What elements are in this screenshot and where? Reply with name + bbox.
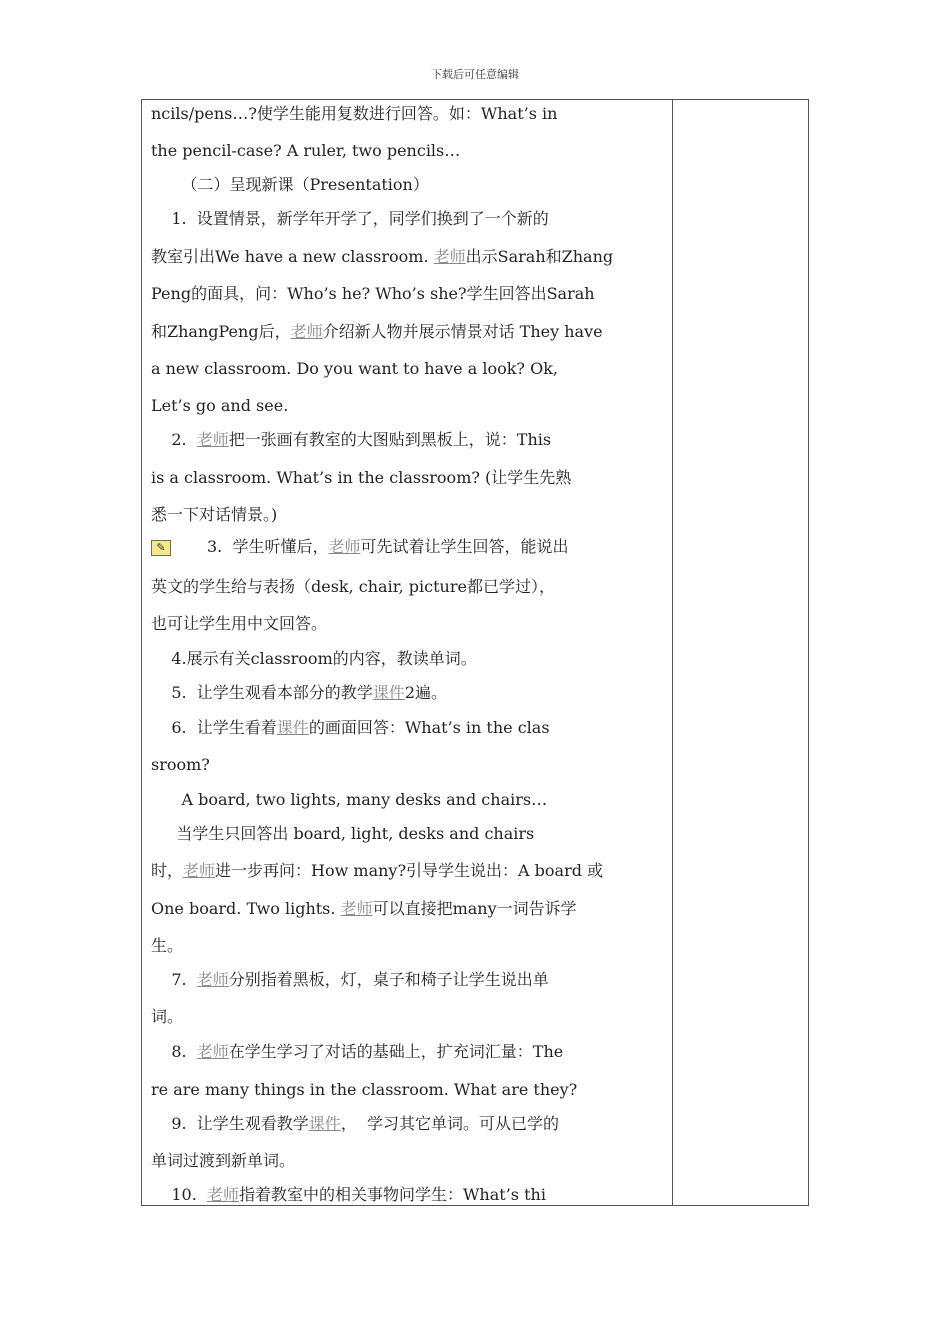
text-segment: 3. 学生听懂后， (207, 537, 329, 556)
text-segment: 可以直接把many一词告诉学 (372, 899, 577, 918)
text-line (151, 1007, 183, 1027)
text-segment: 生。 (151, 936, 184, 955)
text-segment: 当学生只回答出 board, light, desks and chairs (151, 824, 535, 843)
text-segment: 单词过渡到新单词。 (151, 1151, 296, 1170)
text-line (151, 359, 558, 379)
text-segment: 介绍新人物并展示情景对话 They have (322, 322, 603, 341)
text-line (151, 614, 327, 634)
table-column-divider (672, 100, 673, 1205)
underlined-term: 老师 (433, 247, 466, 266)
text-segment: a new classroom. Do you want to have a look? Ok, (151, 359, 558, 378)
text-line (151, 790, 547, 810)
text-line (151, 104, 557, 124)
text-segment: 9. 让学生观看教学 (151, 1114, 309, 1133)
text-segment: 5. 让学生观看本部分的教学 (151, 683, 373, 702)
lesson-table (141, 99, 809, 1206)
text-line (151, 505, 277, 525)
text-segment: 7. (151, 970, 197, 989)
underlined-term: 老师 (183, 861, 216, 880)
text-segment: 2. (151, 430, 197, 449)
underlined-term: 老师 (340, 899, 373, 918)
text-segment: One board. Two lights. (151, 899, 341, 918)
text-line (151, 247, 613, 267)
text-segment: A board, two lights, many desks and chairs… (151, 790, 548, 809)
underlined-term: 课件 (372, 683, 405, 702)
text-line (151, 824, 534, 844)
text-segment: 在学生学习了对话的基础上，扩充词汇量：The (228, 1042, 564, 1061)
underlined-term: 老师 (328, 537, 361, 556)
text-segment: 出示Sarah和Zhang (465, 247, 614, 266)
text-segment: Peng的面具，问：Who’s he? Who’s she?学生回答出Sarah (151, 284, 595, 303)
underlined-term: 课件 (308, 1114, 341, 1133)
text-line (151, 1151, 295, 1171)
text-line (151, 284, 595, 304)
text-line (151, 683, 447, 703)
text-line (151, 396, 288, 416)
text-line (151, 141, 460, 161)
text-segment: 进一步再问：How many?引导学生说出：A board 或 (215, 861, 604, 880)
underlined-term: 老师 (196, 430, 229, 449)
text-line (151, 468, 571, 488)
text-segment: （二）呈现新课（Presentation） (151, 175, 429, 194)
text-segment: is a classroom. What’s in the classroom? (让学生先熟 (151, 468, 572, 487)
text-segment: 把一张画有教室的大图贴到黑板上，说：This (228, 430, 552, 449)
text-segment: 4.展示有关classroom的内容，教读单词。 (151, 649, 477, 668)
text-segment: 英文的学生给与表扬（desk, chair, picture都已学过）， (151, 577, 555, 596)
underlined-term: 老师 (196, 1042, 229, 1061)
text-line (151, 899, 577, 919)
text-segment: ， 学习其它单词。可从已学的 (340, 1114, 559, 1133)
text-segment: 6. 让学生看着 (151, 718, 277, 737)
text-segment: 1. 设置情景，新学年开学了，同学们换到了一个新的 (151, 209, 549, 228)
text-segment: the pencil-case? A ruler, two pencils… (151, 141, 461, 160)
text-segment: 时， (151, 861, 184, 880)
text-segment: 悉一下对话情景。) (151, 505, 278, 524)
text-line (151, 1042, 563, 1062)
text-line (151, 209, 549, 229)
text-segment: 的画面回答：What’s in the clas (308, 718, 550, 737)
underlined-term: 老师 (290, 322, 323, 341)
page-header: 下载后可任意编辑 (431, 68, 519, 81)
text-line (151, 718, 550, 738)
text-line (151, 322, 603, 342)
text-segment: 8. (151, 1042, 197, 1061)
text-line (151, 861, 603, 881)
comment-note-icon: ✎ (151, 540, 171, 556)
text-segment: 词。 (151, 1007, 184, 1026)
text-segment: 2遍。 (404, 683, 447, 702)
underlined-term: 老师 (206, 1185, 239, 1204)
text-segment: 分别指着黑板，灯，桌子和椅子让学生说出单 (228, 970, 549, 989)
text-line (151, 1114, 559, 1134)
text-line (151, 970, 549, 990)
text-segment: ncils/pens…?使学生能用复数进行回答。如：What’s in (151, 104, 558, 123)
text-segment: 和ZhangPeng后， (151, 322, 291, 341)
text-segment: 教室引出We have a new classroom. (151, 247, 434, 266)
text-segment: 10. (151, 1185, 207, 1204)
underlined-term: 老师 (196, 970, 229, 989)
underlined-term: 课件 (276, 718, 309, 737)
text-segment: 可先试着让学生回答，能说出 (360, 537, 569, 556)
text-line (151, 649, 477, 669)
text-line (151, 1080, 577, 1100)
text-line (151, 1185, 546, 1205)
text-line (151, 936, 183, 956)
text-line (151, 755, 210, 775)
text-line (151, 577, 555, 597)
text-segment: Let’s go and see. (151, 396, 289, 415)
text-segment: sroom? (151, 755, 210, 774)
text-line (151, 537, 568, 557)
text-segment: 指着教室中的相关事物问学生：What’s thi (238, 1185, 546, 1204)
text-line (151, 175, 429, 195)
text-segment: 也可让学生用中文回答。 (151, 614, 328, 633)
text-segment: re are many things in the classroom. What are they? (151, 1080, 578, 1099)
text-line (151, 430, 551, 450)
